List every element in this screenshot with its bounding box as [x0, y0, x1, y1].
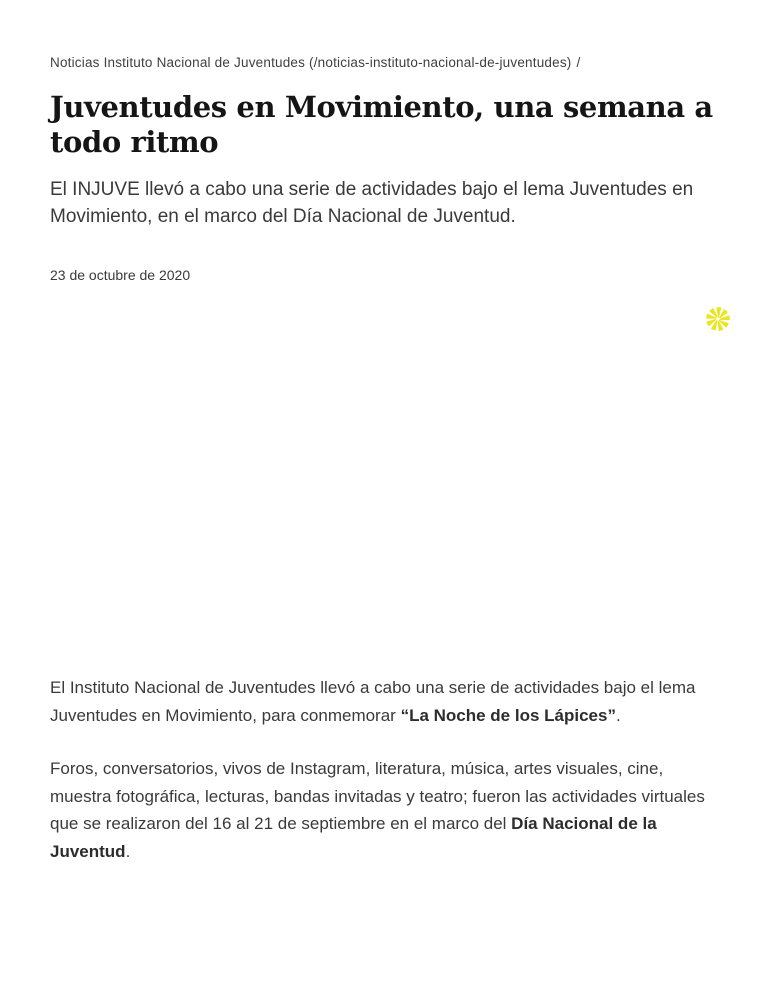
page-title: Juventudes en Movimiento, una semana a todo ritmo: [50, 90, 713, 159]
breadcrumb-separator: /: [576, 55, 581, 70]
article-body: [50, 674, 723, 865]
article-paragraph: [50, 755, 723, 865]
paragraph-suffix: .: [615, 705, 621, 725]
paragraph-suffix: .: [125, 841, 131, 861]
breadcrumb-link-noticias[interactable]: Noticias Instituto Nacional de Juventudes (/noticias-instituto-nacional-de-juventudes): [50, 55, 572, 70]
article-lede: El INJUVE llevó a cabo una serie de actividades bajo el lema Juventudes en Movimiento, en el marco del Día Nacional de Juventud.: [50, 179, 694, 227]
article-image-placeholder: [50, 284, 723, 674]
paragraph-bold-phrase: “La Noche de los Lápices”: [400, 705, 616, 725]
breadcrumb: [50, 53, 723, 73]
loading-spinner-icon: [704, 305, 732, 333]
article-date: 23 de octubre de 2020: [50, 267, 191, 283]
paragraph-text: El Instituto Nacional de Juventudes llevó a cabo una serie de actividades bajo el lema Juventudes en Movimiento, para conmemorar: [50, 678, 696, 725]
paragraph-bold-phrase: Día Nacional de la Juventud: [50, 814, 657, 861]
paragraph-text: Foros, conversatorios, vivos de Instagram, literatura, música, artes visuales, cine, muestra fotográfica, lecturas, bandas invitadas y teatro; fueron las actividades virtuales que se realizaron del 16 al 21 de septiembre en el marco del: [50, 759, 705, 833]
article-paragraph: [50, 674, 723, 729]
